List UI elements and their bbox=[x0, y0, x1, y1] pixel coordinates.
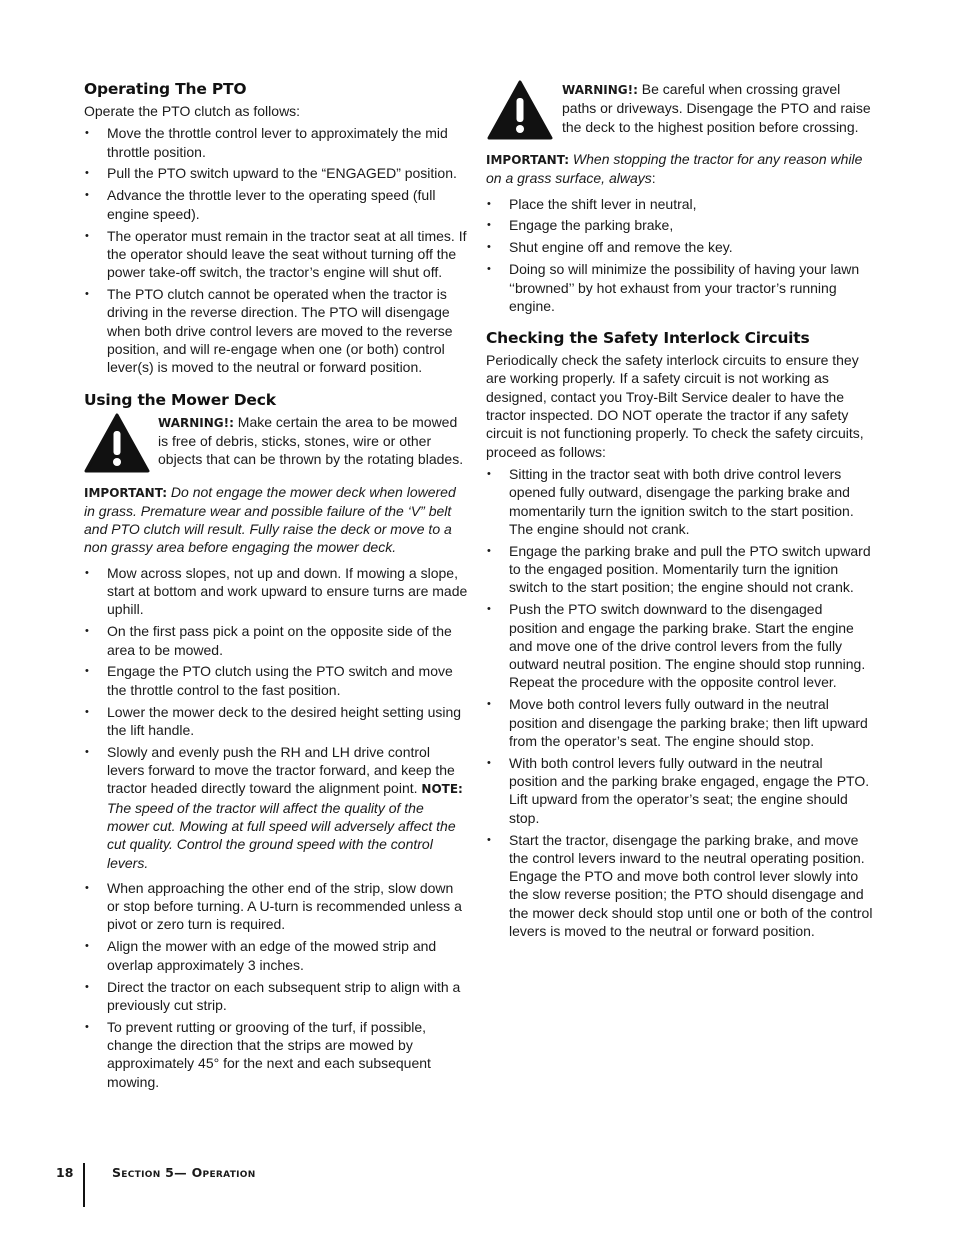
deck-bullet-list bbox=[84, 564, 468, 1091]
important-label: IMPORTANT: bbox=[84, 485, 168, 500]
stopping-important-note: IMPORTANT: When stopping the tractor for any reason while on a grass surface, always: bbox=[486, 151, 863, 187]
list-item: • To prevent rutting or grooving of the turf, if possible, change the direction that the strips are mowed by approximately 45° for the next and each subsequent mowing. bbox=[84, 1018, 468, 1091]
right-column bbox=[486, 80, 874, 944]
interlock-intro: Periodically check the safety interlock circuits to ensure they are working properly. If a safety circuit is not working as designed, contact you Troy-Bilt Service dealer to have the tractor inspected. DO NOT operate the tractor if any safety circuit is not functioning properly. To check the safety circuits, proceed as follows: bbox=[486, 352, 864, 460]
list-item: • Mow across slopes, not up and down. If mowing a slope, start at bottom and work upward to ensure turns are made uphill. bbox=[84, 564, 468, 619]
pto-heading: Operating The PTO bbox=[84, 80, 247, 98]
warning-icon bbox=[84, 413, 150, 477]
list-item: • Direct the tractor on each subsequent strip to align with a previously cut strip. bbox=[84, 978, 468, 1015]
stopping-bullet-list bbox=[486, 195, 874, 316]
list-item: • Advance the throttle lever to the operating speed (full engine speed). bbox=[84, 186, 468, 223]
gravel-warning-text: WARNING!: Be careful when crossing gravel paths or driveways. Disengage the PTO and raise the deck to the highest position before crossing. bbox=[562, 81, 871, 135]
pto-intro: Operate the PTO clutch as follows: bbox=[84, 103, 301, 119]
footer-divider bbox=[83, 1163, 85, 1207]
list-item: • Push the PTO switch downward to the disengaged position and engage the parking brake. Start the engine and move one of the drive control levers from the fully outward neutral position. The engine should stop running. Repeat the procedure with the opposite control lever. bbox=[486, 600, 874, 691]
list-item: • Align the mower with an edge of the mowed strip and overlap approximately 3 inches. bbox=[84, 937, 468, 974]
list-item: • With both control levers fully outward in the neutral position and the parking brake engaged, engage the PTO. Lift upward from the operator’s seat; the engine should stop. bbox=[486, 754, 874, 827]
list-item: • When approaching the other end of the strip, slow down or stop before turning. A U-turn is recommended unless a pivot or zero turn is required. bbox=[84, 879, 468, 934]
list-item: • Engage the parking brake, bbox=[486, 216, 874, 234]
pto-bullet-list bbox=[84, 124, 468, 376]
page-number: 18 bbox=[56, 1165, 74, 1180]
left-column bbox=[84, 80, 468, 1094]
list-item: • Lower the mower deck to the desired height setting using the lift handle. bbox=[84, 703, 468, 740]
list-item: • Slowly and evenly push the RH and LH drive control levers forward to move the tractor forward, and keep the tractor headed directly toward the alignment point. NOTE: The speed of the tractor will affect the quality of the mower cut. Mowing at full speed will adversely affect the cut quality. Control the ground speed with the control levers. bbox=[84, 743, 468, 872]
list-item: • Engage the parking brake and pull the PTO switch upward to the engaged position. Momentarily turn the ignition switch to the start position; the engine should not crank. bbox=[486, 542, 874, 597]
gravel-warning-block bbox=[486, 80, 874, 144]
section-title: Section 5— Operation bbox=[112, 1165, 256, 1180]
deck-warning-text: WARNING!: Make certain the area to be mowed is free of debris, sticks, stones, wire or other objects that can be thrown by the rotating blades. bbox=[158, 413, 464, 468]
list-item: • Place the shift lever in neutral, bbox=[486, 195, 874, 213]
interlock-bullet-list bbox=[486, 465, 874, 940]
list-item: • Move both control levers fully outward in the neutral position and disengage the parking brake; then lift upward from the operator’s seat. The engine should stop. bbox=[486, 695, 874, 750]
list-item: • On the first pass pick a point on the opposite side of the area to be mowed. bbox=[84, 622, 468, 659]
list-item: • Start the tractor, disengage the parking brake, and move the control levers inward to the neutral operating position. Engage the PTO and move both control lever slowly into the slow reverse position; the PTO should disengage and the mower deck should stop until one or both of the control levers is moved to the neutral or forward position. bbox=[486, 831, 874, 941]
list-item: • The PTO clutch cannot be operated when the tractor is driving in the reverse direction. The PTO will disengage when both drive control levers are moved to the reverse position, and will re-engage when one (or both) control lever(s) is moved to the neutral or forward position. bbox=[84, 285, 468, 376]
deck-important-note: IMPORTANT: Do not engage the mower deck when lowered in grass. Premature wear and possible failure of the ‘V” belt and PTO clutch will result. Fully raise the deck or move to a non grassy area before engaging the mower deck. bbox=[84, 483, 456, 556]
note-text: The speed of the tractor will affect the quality of the mower cut. Mowing at full speed will adversely affect the cut quality. Control the ground speed with the control levers. bbox=[107, 799, 456, 871]
list-item: • Sitting in the tractor seat with both drive control levers opened fully outward, disengage the parking brake and momentarily turn the ignition switch to the start position. The engine should not crank. bbox=[486, 465, 874, 538]
interlock-heading: Checking the Safety Interlock Circuits bbox=[486, 329, 810, 348]
list-item: • Engage the PTO clutch using the PTO switch and move the throttle control to the fast position. bbox=[84, 662, 468, 699]
page-footer bbox=[56, 1163, 456, 1207]
warning-icon bbox=[486, 80, 554, 144]
mower-deck-heading: Using the Mower Deck bbox=[84, 390, 276, 409]
warning-label: WARNING!: bbox=[158, 415, 234, 430]
list-item: • Pull the PTO switch upward to the “ENGAGED” position. bbox=[84, 164, 468, 182]
deck-warning-block bbox=[84, 413, 468, 477]
important-label: IMPORTANT: bbox=[486, 153, 570, 167]
list-item: • The operator must remain in the tractor seat at all times. If the operator should leave the seat without turning off the power take-off switch, the tractor’s engine will shut off. bbox=[84, 227, 468, 282]
list-item: • Doing so will minimize the possibility of having your lawn ‘‘browned’’ by hot exhaust from your tractor’s running engine. bbox=[486, 260, 874, 315]
list-item: • Move the throttle control lever to approximately the mid throttle position. bbox=[84, 124, 468, 161]
note-label: NOTE: bbox=[421, 782, 463, 797]
warning-label: WARNING!: bbox=[562, 83, 638, 97]
list-item: • Shut engine off and remove the key. bbox=[486, 238, 874, 256]
